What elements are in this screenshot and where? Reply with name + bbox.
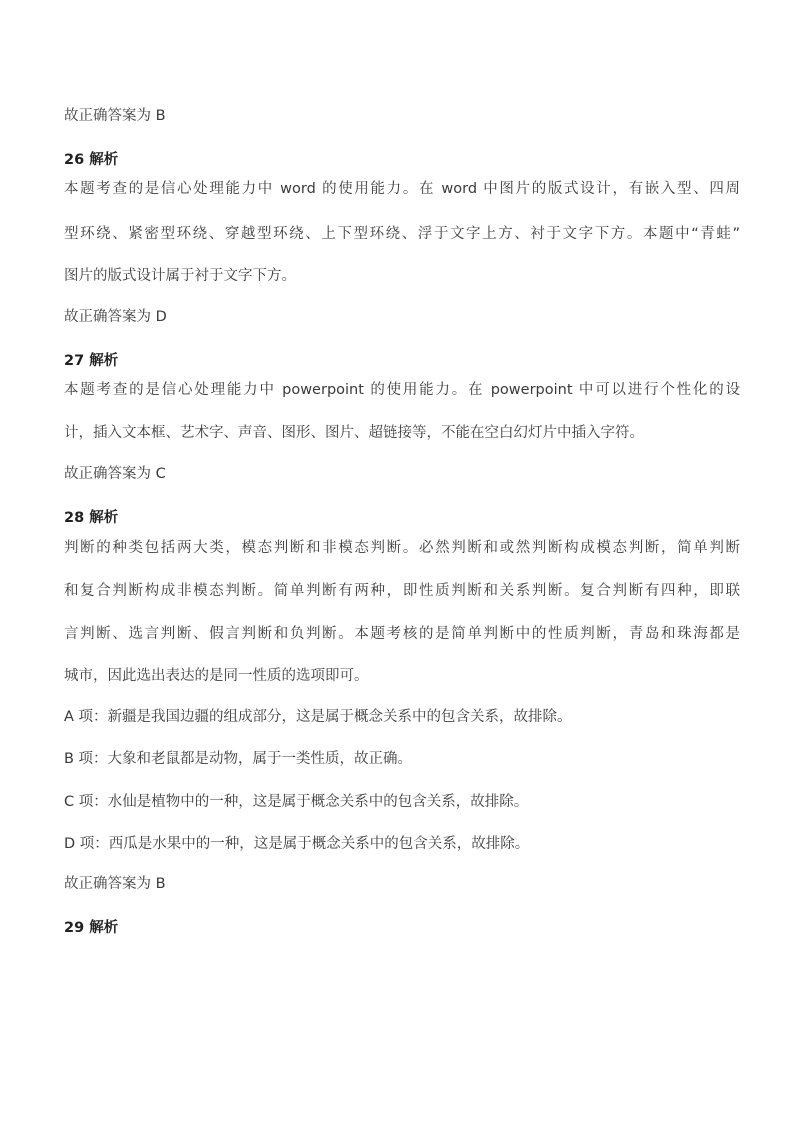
q26-line-2: 型环绕、紧密型环绕、穿越型环绕、上下型环绕、浮于文字上方、衬于文字下方。本题中“青蛙” [64, 226, 740, 242]
q27-line-2: 计，插入文本框、艺术字、声音、图形、图片、超链接等，不能在空白幻灯片中插入字符。 [64, 425, 644, 441]
q27-answer: 故正确答案为 C [64, 466, 166, 482]
q26-answer: 故正确答案为 D [64, 309, 167, 325]
q28-line-2: 和复合判断构成非模态判断。简单判断有两种，即性质判断和关系判断。复合判断有四种，即联 [64, 583, 740, 599]
q26-line-3: 图片的版式设计属于衬于文字下方。 [64, 268, 296, 284]
q28-option-b: B 项：大象和老鼠都是动物，属于一类性质，故正确。 [64, 751, 413, 767]
q28-line-4: 城市，因此选出表达的是同一性质的选项即可。 [64, 668, 369, 684]
q28-line-3: 言判断、选言判断、假言判断和负判断。本题考核的是简单判断中的性质判断，青岛和珠海都是 [64, 626, 740, 642]
q28-line-1: 判断的种类包括两大类，模态判断和非模态判断。必然判断和或然判断构成模态判断，简单判断 [64, 540, 740, 556]
q27-line-1: 本题考查的是信心处理能力中 powerpoint 的使用能力。在 powerpoint 中可以进行个性化的设 [64, 382, 740, 398]
q26-line-1: 本题考查的是信心处理能力中 word 的使用能力。在 word 中图片的版式设计，有嵌入型、四周 [64, 181, 740, 197]
q27-heading: 27 解析 [64, 353, 119, 369]
q28-option-a: A 项：新疆是我国边疆的组成部分，这是属于概念关系中的包含关系，故排除。 [64, 709, 572, 725]
q29-heading: 29 解析 [64, 920, 119, 936]
q28-answer: 故正确答案为 B [64, 876, 166, 892]
q26-heading: 26 解析 [64, 152, 119, 168]
q28-option-d: D 项：西瓜是水果中的一种，这是属于概念关系中的包含关系，故排除。 [64, 836, 530, 852]
q28-option-c: C 项：水仙是植物中的一种，这是属于概念关系中的包含关系，故排除。 [64, 794, 529, 810]
previous-answer: 故正确答案为 B [64, 108, 166, 124]
q28-heading: 28 解析 [64, 510, 119, 526]
